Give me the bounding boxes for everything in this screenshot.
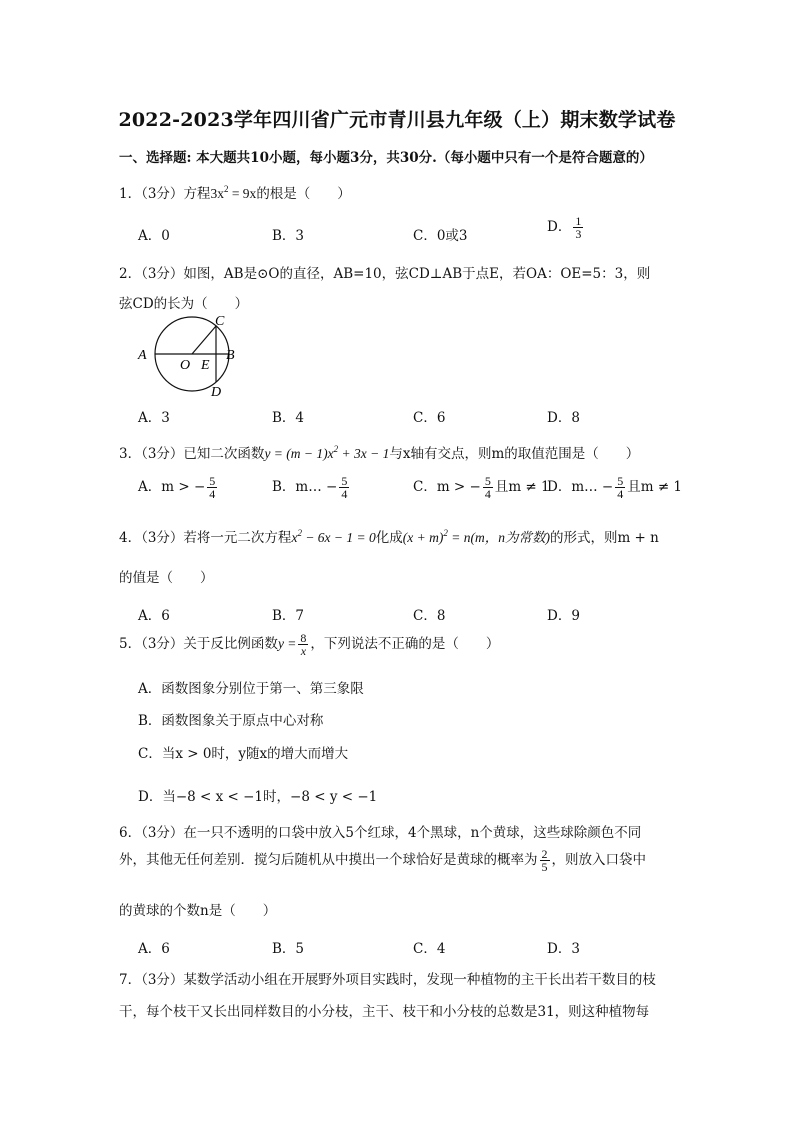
q6-line-1: 6．（3分）在一只不透明的口袋中放入5个红球，4个黑球，n个黄球，这些球除颜色不同 xyxy=(119,825,642,841)
fraction-denominator: x xyxy=(300,644,307,658)
q4-eq1-var: x xyxy=(291,530,298,545)
q6-option-c: C．4 xyxy=(413,941,446,957)
q1-exponent: 2 xyxy=(223,184,229,194)
section-heading: 一、选择题: 本大题共10小题，每小题3分，共30分.（每小题中只有一个是符合题意的） xyxy=(119,150,653,166)
label-a: A xyxy=(138,348,147,363)
exam-title: 2022-2023学年四川省广元市青川县九年级（上）期末数学试卷 xyxy=(118,109,676,131)
fraction-denominator: 4 xyxy=(617,487,624,501)
q4-equation-2 xyxy=(403,530,550,545)
q4-option-b: B．7 xyxy=(272,608,305,624)
q6-line-2 xyxy=(119,848,646,873)
label-d: D xyxy=(211,385,222,400)
q2-option-a: A．3 xyxy=(138,410,170,426)
fraction-denominator: 4 xyxy=(484,487,491,501)
q3-option-d-label: D．m… − xyxy=(547,479,614,495)
label-e: E xyxy=(201,358,210,373)
q6-line-2-post: ，则放入口袋中 xyxy=(551,852,646,868)
q4-text-post: 的形式，则m + n xyxy=(549,530,659,546)
q4-option-d: D．9 xyxy=(547,608,580,624)
fraction-numerator: 2 xyxy=(541,847,548,861)
q2-option-c: C．6 xyxy=(413,410,446,426)
q6-fraction xyxy=(540,848,550,873)
q1-option-a: A．0 xyxy=(138,228,170,244)
question-4 xyxy=(119,526,659,546)
q4-exponent-1: 2 xyxy=(297,528,302,538)
q3-option-b xyxy=(272,475,351,500)
q3-exponent: 2 xyxy=(333,444,339,454)
q4-equation-1 xyxy=(291,530,375,545)
q3-text-pre: 3．（3分）已知二次函数 xyxy=(119,446,265,462)
label-b: B xyxy=(226,348,235,363)
q3-option-a xyxy=(138,475,219,500)
q2-line-1: 2．（3分）如图，AB是⊙O的直径，AB=10，弦CD⊥AB于点E，若OA：OE=5：3，则 xyxy=(119,266,651,282)
fraction-denominator: 5 xyxy=(541,860,548,874)
q3-option-d xyxy=(547,475,682,500)
q5-option-c: C．当x > 0时，y随x的增大而增大 xyxy=(138,746,349,762)
q5-option-a: A．函数图象分别位于第一、第三象限 xyxy=(138,681,364,697)
q3-option-d-fraction xyxy=(615,475,625,500)
q5-function-y: y = xyxy=(277,636,297,651)
q5-fraction xyxy=(298,632,308,657)
fraction-numerator: 1 xyxy=(575,214,582,228)
q6-option-d: D．3 xyxy=(547,941,580,957)
q3-option-d-condition: 且m ≠ 1 xyxy=(627,479,683,495)
q2-option-d: D．8 xyxy=(547,410,580,426)
q1-option-d-label: D． xyxy=(547,219,572,235)
q3-option-a-fraction xyxy=(207,475,217,500)
q5-text-pre: 5．（3分）关于反比例函数 xyxy=(119,636,278,652)
q5-option-b: B．函数图象关于原点中心对称 xyxy=(138,713,324,729)
q4-text-mid: 化成 xyxy=(375,530,403,546)
q3-option-c-condition: 且m ≠ 1 xyxy=(494,479,550,495)
q7-line-2: 干，每个枝干又长出同样数目的小分枝，主干、枝干和小分枝的总数是31，则这种植物每 xyxy=(119,1004,650,1020)
fraction-numerator: 8 xyxy=(300,631,307,645)
q4-exponent-2: 2 xyxy=(443,528,448,538)
q3-option-b-fraction xyxy=(339,475,349,500)
q1-eq-right: = 9x xyxy=(228,186,257,201)
q1-option-c: C．0或3 xyxy=(413,228,468,244)
fraction-denominator: 4 xyxy=(341,487,348,501)
q3-option-c-fraction xyxy=(483,475,493,500)
q2-option-b: B．4 xyxy=(272,410,305,426)
fraction-numerator: 5 xyxy=(484,474,491,488)
q7-line-1: 7．（3分）某数学活动小组在开展野外项目实践时，发现一种植物的主干长出若干数目的枝 xyxy=(119,972,656,988)
circle-diagram xyxy=(134,312,244,402)
q6-line-3: 的黄球的个数n是（ ） xyxy=(119,903,277,919)
fraction-numerator: 5 xyxy=(341,474,348,488)
q3-eq-left: y = (m − 1)x xyxy=(264,446,334,461)
fraction-denominator: 4 xyxy=(209,487,216,501)
q6-option-b: B．5 xyxy=(272,941,305,957)
fraction-numerator: 5 xyxy=(209,474,216,488)
q3-option-c-label: C．m > − xyxy=(413,479,481,495)
q3-option-c xyxy=(413,475,550,500)
q5-option-d: D．当−8 < x < −1时，−8 < y < −1 xyxy=(138,789,378,805)
radius-oc xyxy=(192,326,216,354)
q3-option-a-label: A．m > − xyxy=(138,479,206,495)
q3-eq-right: + 3x − 1 xyxy=(338,446,390,461)
q1-eq-left: 3x xyxy=(210,186,224,201)
q1-equation xyxy=(210,186,256,201)
question-3 xyxy=(119,442,639,462)
q1-score: （3分） xyxy=(141,186,184,202)
q4-line-2: 的值是（ ） xyxy=(119,570,214,586)
question-5 xyxy=(119,632,499,657)
label-c: C xyxy=(215,314,225,329)
q4-eq2-left: (x + m) xyxy=(402,530,444,545)
q4-eq2-right: = n(m，n为常数) xyxy=(447,530,550,545)
fraction-denominator: 3 xyxy=(575,227,582,241)
q1-option-d-fraction xyxy=(573,215,583,240)
q4-option-c: C．8 xyxy=(413,608,446,624)
q1-option-b: B．3 xyxy=(272,228,305,244)
q6-option-a: A．6 xyxy=(138,941,170,957)
q4-eq1-rest: − 6x − 1 = 0 xyxy=(301,530,376,545)
question-1 xyxy=(119,182,351,202)
q4-text-pre: 4．（3分）若将一元二次方程 xyxy=(119,530,292,546)
q4-option-a: A．6 xyxy=(138,608,170,624)
label-o: O xyxy=(180,358,191,373)
q6-line-2-pre: 外，其他无任何差别．搅匀后随机从中摸出一个球恰好是黄球的概率为 xyxy=(119,852,538,868)
q1-text-pre: 方程 xyxy=(183,186,211,202)
q1-number: 1． xyxy=(119,186,142,202)
q2-line-2: 弦CD的长为（ ） xyxy=(119,296,249,312)
q1-text-post: 的根是（ ） xyxy=(256,186,351,202)
q5-text-post: ，下列说法不正确的是（ ） xyxy=(310,636,500,652)
q1-option-d xyxy=(547,215,585,240)
q3-equation xyxy=(264,446,389,461)
q3-option-b-label: B．m… − xyxy=(272,479,338,495)
fraction-numerator: 5 xyxy=(617,474,624,488)
q3-text-post: 与x轴有交点，则m的取值范围是（ ） xyxy=(389,446,640,462)
